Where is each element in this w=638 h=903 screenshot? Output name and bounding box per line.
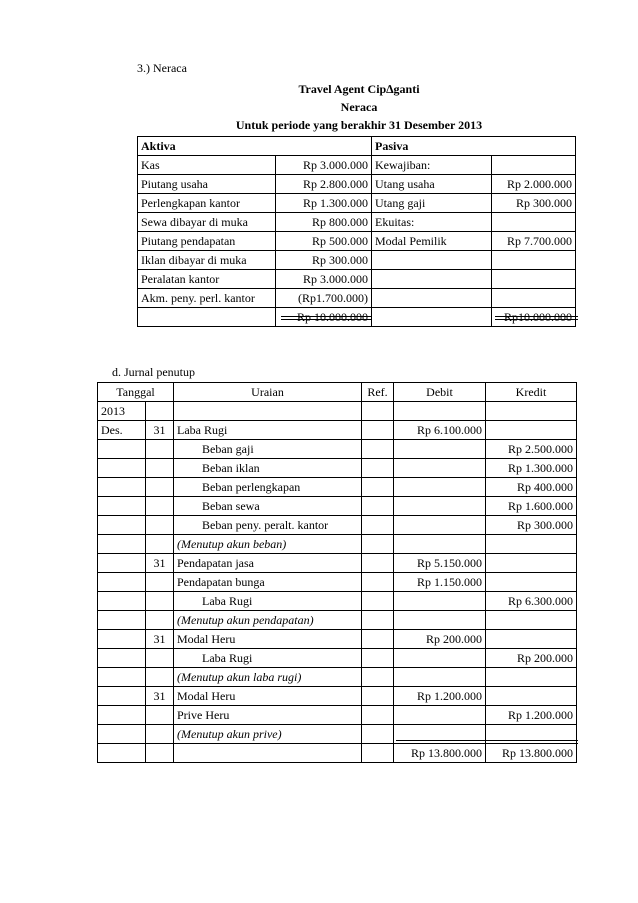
journal-month [98, 668, 146, 687]
journal-day [146, 440, 174, 459]
journal-ref [362, 402, 394, 421]
journal-kredit [486, 554, 577, 573]
journal-day [146, 668, 174, 687]
journal-day [146, 516, 174, 535]
journal-kredit [486, 535, 577, 554]
balance-sheet-row [138, 213, 576, 232]
pasiva-label [372, 289, 492, 308]
col-tanggal: Tanggal [98, 383, 174, 402]
journal-description: Beban iklan [174, 459, 362, 478]
journal-ref [362, 706, 394, 725]
journal-month [98, 649, 146, 668]
journal-ref [362, 535, 394, 554]
journal-month [98, 706, 146, 725]
journal-day: 31 [146, 630, 174, 649]
journal-day [146, 497, 174, 516]
journal-debit [394, 459, 486, 478]
journal-description [174, 744, 362, 763]
journal-row [98, 611, 577, 630]
journal-debit: Rp 6.100.000 [394, 421, 486, 440]
journal-debit [394, 706, 486, 725]
journal-kredit [486, 573, 577, 592]
journal-kredit: Rp 13.800.000 [486, 744, 577, 763]
journal-kredit: Rp 300.000 [486, 516, 577, 535]
journal-description: Laba Rugi [174, 592, 362, 611]
balance-sheet-table [137, 136, 576, 327]
pasiva-label: Utang usaha [372, 175, 492, 194]
journal-description: (Menutup akun laba rugi) [174, 668, 362, 687]
pasiva-label [372, 251, 492, 270]
pasiva-label: Ekuitas: [372, 213, 492, 232]
journal-row [98, 573, 577, 592]
journal-day [146, 459, 174, 478]
journal-kredit: Rp 6.300.000 [486, 592, 577, 611]
journal-day [146, 611, 174, 630]
journal-row [98, 516, 577, 535]
journal-ref [362, 725, 394, 744]
journal-month: Des. [98, 421, 146, 440]
aktiva-label: Piutang usaha [138, 175, 276, 194]
journal-day [146, 573, 174, 592]
journal-month [98, 497, 146, 516]
aktiva-amount: Rp 3.000.000 [276, 156, 372, 175]
journal-day [146, 649, 174, 668]
journal-debit [394, 611, 486, 630]
pasiva-amount [492, 251, 576, 270]
journal-description: Laba Rugi [174, 649, 362, 668]
journal-ref [362, 573, 394, 592]
journal-month [98, 535, 146, 554]
pasiva-amount [492, 289, 576, 308]
aktiva-label: Piutang pendapatan [138, 232, 276, 251]
journal-debit [394, 440, 486, 459]
balance-sheet-row [138, 175, 576, 194]
journal-description: Beban sewa [174, 497, 362, 516]
report-period: Untuk periode yang berakhir 31 Desember 2013 [235, 118, 483, 132]
journal-description: (Menutup akun beban) [174, 535, 362, 554]
aktiva-label: Kas [138, 156, 276, 175]
journal-month [98, 516, 146, 535]
company-name: Travel Agent Cip∆ganti [298, 82, 420, 96]
journal-month [98, 478, 146, 497]
journal-ref [362, 687, 394, 706]
col-ref: Ref. [362, 383, 394, 402]
journal-row [98, 421, 577, 440]
journal-kredit: Rp 200.000 [486, 649, 577, 668]
journal-description: Beban perlengkapan [174, 478, 362, 497]
journal-ref [362, 421, 394, 440]
aktiva-label: Sewa dibayar di muka [138, 213, 276, 232]
col-uraian: Uraian [174, 383, 362, 402]
pasiva-amount [492, 270, 576, 289]
pasiva-amount: Rp10.000.000 [492, 308, 576, 327]
balance-sheet-row [138, 232, 576, 251]
closing-journal-table [97, 382, 577, 763]
journal-description: Prive Heru [174, 706, 362, 725]
journal-kredit: Rp 2.500.000 [486, 440, 577, 459]
journal-day [146, 478, 174, 497]
journal-month: 2013 [98, 402, 146, 421]
journal-kredit [486, 611, 577, 630]
journal-kredit: Rp 1.600.000 [486, 497, 577, 516]
journal-month [98, 573, 146, 592]
balance-sheet-row [138, 270, 576, 289]
journal-row [98, 649, 577, 668]
journal-description: Pendapatan jasa [174, 554, 362, 573]
aktiva-label: Iklan dibayar di muka [138, 251, 276, 270]
balance-sheet-header [138, 137, 576, 156]
journal-month [98, 744, 146, 763]
journal-debit: Rp 13.800.000 [394, 744, 486, 763]
pasiva-label [372, 308, 492, 327]
journal-row [98, 535, 577, 554]
journal-month [98, 630, 146, 649]
journal-debit: Rp 200.000 [394, 630, 486, 649]
journal-row [98, 440, 577, 459]
aktiva-amount: Rp 3.000.000 [276, 270, 372, 289]
journal-day [146, 592, 174, 611]
section-heading-jurnal: d. Jurnal penutup [112, 365, 195, 379]
journal-day [146, 744, 174, 763]
journal-ref [362, 516, 394, 535]
journal-ref [362, 668, 394, 687]
journal-description: Modal Heru [174, 687, 362, 706]
pasiva-amount: Rp 7.700.000 [492, 232, 576, 251]
aktiva-amount: Rp 2.800.000 [276, 175, 372, 194]
aktiva-header: Aktiva [138, 137, 372, 156]
journal-debit [394, 535, 486, 554]
report-title: Neraca [340, 100, 378, 114]
journal-kredit: Rp 1.200.000 [486, 706, 577, 725]
journal-ref [362, 440, 394, 459]
journal-ref [362, 611, 394, 630]
aktiva-amount: Rp 1.300.000 [276, 194, 372, 213]
journal-kredit [486, 668, 577, 687]
aktiva-label: Perlengkapan kantor [138, 194, 276, 213]
journal-ref [362, 459, 394, 478]
journal-ref [362, 478, 394, 497]
pasiva-label [372, 270, 492, 289]
journal-debit [394, 592, 486, 611]
journal-month [98, 611, 146, 630]
journal-description [174, 402, 362, 421]
aktiva-label [138, 308, 276, 327]
pasiva-amount: Rp 300.000 [492, 194, 576, 213]
pasiva-amount [492, 156, 576, 175]
journal-kredit: Rp 1.300.000 [486, 459, 577, 478]
aktiva-amount: Rp 10.000.000 [276, 308, 372, 327]
aktiva-label: Akm. peny. perl. kantor [138, 289, 276, 308]
journal-description: Beban gaji [174, 440, 362, 459]
journal-row [98, 744, 577, 763]
journal-description: Modal Heru [174, 630, 362, 649]
aktiva-amount: Rp 800.000 [276, 213, 372, 232]
journal-debit: Rp 5.150.000 [394, 554, 486, 573]
journal-description: Pendapatan bunga [174, 573, 362, 592]
journal-month [98, 459, 146, 478]
pasiva-label: Kewajiban: [372, 156, 492, 175]
pasiva-header: Pasiva [372, 137, 576, 156]
journal-row [98, 706, 577, 725]
journal-kredit [486, 402, 577, 421]
journal-month [98, 725, 146, 744]
aktiva-amount: (Rp1.700.000) [276, 289, 372, 308]
journal-month [98, 592, 146, 611]
journal-header-row [98, 383, 577, 402]
aktiva-amount: Rp 500.000 [276, 232, 372, 251]
kredit-total-underline [488, 740, 578, 744]
pasiva-amount [492, 213, 576, 232]
journal-description: Beban peny. peralt. kantor [174, 516, 362, 535]
journal-description: (Menutup akun prive) [174, 725, 362, 744]
journal-debit: Rp 1.150.000 [394, 573, 486, 592]
journal-debit [394, 649, 486, 668]
aktiva-amount: Rp 300.000 [276, 251, 372, 270]
journal-row [98, 554, 577, 573]
balance-sheet-row [138, 194, 576, 213]
journal-month [98, 554, 146, 573]
journal-day: 31 [146, 421, 174, 440]
journal-debit: Rp 1.200.000 [394, 687, 486, 706]
journal-ref [362, 592, 394, 611]
journal-debit [394, 516, 486, 535]
journal-month [98, 687, 146, 706]
journal-ref [362, 497, 394, 516]
journal-row [98, 630, 577, 649]
aktiva-total-underline [281, 316, 371, 320]
journal-day [146, 535, 174, 554]
journal-row [98, 592, 577, 611]
journal-row [98, 478, 577, 497]
journal-month [98, 440, 146, 459]
balance-sheet-row [138, 289, 576, 308]
journal-debit [394, 497, 486, 516]
journal-kredit: Rp 400.000 [486, 478, 577, 497]
journal-row [98, 687, 577, 706]
col-debit: Debit [394, 383, 486, 402]
journal-ref [362, 630, 394, 649]
journal-row [98, 459, 577, 478]
journal-row [98, 497, 577, 516]
journal-ref [362, 744, 394, 763]
journal-row [98, 402, 577, 421]
journal-debit [394, 478, 486, 497]
journal-debit [394, 402, 486, 421]
journal-day: 31 [146, 554, 174, 573]
balance-sheet-row [138, 251, 576, 270]
journal-debit [394, 668, 486, 687]
debit-total-underline [396, 740, 488, 744]
journal-description: Laba Rugi [174, 421, 362, 440]
pasiva-amount: Rp 2.000.000 [492, 175, 576, 194]
journal-day [146, 402, 174, 421]
journal-kredit [486, 421, 577, 440]
balance-sheet-row [138, 156, 576, 175]
pasiva-total-underline [495, 316, 578, 320]
journal-day: 31 [146, 687, 174, 706]
journal-day [146, 706, 174, 725]
journal-day [146, 725, 174, 744]
pasiva-label: Utang gaji [372, 194, 492, 213]
aktiva-label: Peralatan kantor [138, 270, 276, 289]
pasiva-label: Modal Pemilik [372, 232, 492, 251]
journal-row [98, 668, 577, 687]
journal-description: (Menutup akun pendapatan) [174, 611, 362, 630]
journal-kredit [486, 687, 577, 706]
section-heading-neraca: 3.) Neraca [137, 61, 187, 75]
journal-kredit [486, 630, 577, 649]
journal-ref [362, 554, 394, 573]
journal-ref [362, 649, 394, 668]
col-kredit: Kredit [486, 383, 577, 402]
